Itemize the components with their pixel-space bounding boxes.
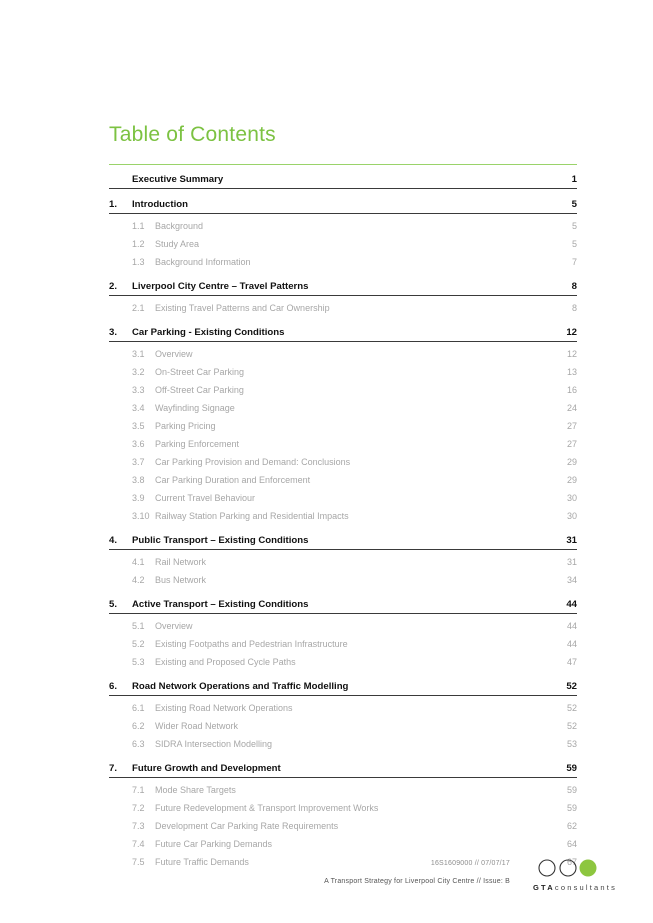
toc-entry-title: Study Area — [155, 239, 200, 249]
toc-entry-number: 4.1 — [132, 557, 145, 567]
toc-entry-number: 1.3 — [132, 257, 145, 267]
toc-entry-title: Wayfinding Signage — [155, 403, 235, 413]
toc-section-row[interactable] — [109, 671, 577, 696]
toc-entry-number: 3.6 — [132, 439, 145, 449]
toc-entry-page: 5 — [571, 221, 577, 231]
toc-entry-title: Public Transport – Existing Conditions — [132, 535, 309, 546]
toc-entry-number: 6. — [109, 681, 118, 692]
toc-entry-title: Rail Network — [155, 557, 207, 567]
toc-entry-title: Car Parking Provision and Demand: Conclusions — [155, 457, 351, 467]
toc-entry-page: 29 — [566, 457, 577, 467]
toc-entry-title: Existing Travel Patterns and Car Ownership — [155, 303, 330, 313]
toc-entry-page: 27 — [566, 439, 577, 449]
logo-wordmark-bold: GTA — [533, 883, 555, 892]
toc-entry-title: Existing Road Network Operations — [155, 703, 293, 713]
toc-subsection-row[interactable] — [109, 635, 577, 653]
toc-entry-title: Future Growth and Development — [132, 763, 281, 774]
toc-entry-number: 4.2 — [132, 575, 145, 585]
toc-subsection-row[interactable] — [109, 553, 577, 571]
toc-entry-title: Future Redevelopment & Transport Improvement Works — [155, 803, 379, 813]
toc-entry-number: 6.1 — [132, 703, 145, 713]
toc-entry-page: 52 — [566, 681, 577, 692]
toc-entry-title: Existing and Proposed Cycle Paths — [155, 657, 296, 667]
toc-entry-page: 52 — [566, 721, 577, 731]
toc-entry-page: 52 — [566, 703, 577, 713]
toc-entry-number: 1.1 — [132, 221, 145, 231]
toc-entry-number: 5.3 — [132, 657, 145, 667]
toc-entry-number: 5.1 — [132, 621, 145, 631]
toc-entry-page: 44 — [566, 639, 577, 649]
toc-entry-title: Off-Street Car Parking — [155, 385, 244, 395]
toc-entry-number: 3.8 — [132, 475, 145, 485]
toc-subsection-row[interactable] — [109, 417, 577, 435]
toc-entry-title: Introduction — [132, 199, 188, 210]
toc-entry-page: 12 — [566, 349, 577, 359]
toc-subsection-row[interactable] — [109, 399, 577, 417]
toc-entry-title: Parking Pricing — [155, 421, 216, 431]
toc-subsection-row[interactable] — [109, 717, 577, 735]
toc-entry-title: Background Information — [155, 257, 251, 267]
toc-subsection-row[interactable] — [109, 835, 577, 853]
toc-entry-number: 1.2 — [132, 239, 145, 249]
toc-subsection-row[interactable] — [109, 781, 577, 799]
toc-entry-page: 7 — [571, 257, 577, 267]
logo-wordmark — [533, 883, 617, 892]
toc-entry-title: Road Network Operations and Traffic Modelling — [132, 681, 349, 692]
toc-section-row[interactable] — [109, 167, 577, 189]
toc-entry-number: 2.1 — [132, 303, 145, 313]
toc-entry-title: Wider Road Network — [155, 721, 239, 731]
toc-entry-title: Current Travel Behaviour — [155, 493, 256, 503]
toc-section-row[interactable] — [109, 271, 577, 296]
toc-entry-page: 16 — [566, 385, 577, 395]
toc-entry-title: Future Car Parking Demands — [155, 839, 273, 849]
toc-entry-page: 8 — [571, 303, 577, 313]
toc-entry-number: 3.7 — [132, 457, 145, 467]
toc-entry-title: Car Parking Duration and Enforcement — [155, 475, 311, 485]
toc-subsection-row[interactable] — [109, 235, 577, 253]
toc-entry-title: Overview — [155, 349, 193, 359]
toc-entry-title: On-Street Car Parking — [155, 367, 245, 377]
toc-entry-page: 30 — [566, 493, 577, 503]
toc-entry-number: 3.4 — [132, 403, 145, 413]
toc-subsection-row[interactable] — [109, 489, 577, 507]
toc-subsection-row[interactable] — [109, 217, 577, 235]
toc-entry-number: 5.2 — [132, 639, 145, 649]
toc-entry-title: Car Parking - Existing Conditions — [132, 327, 285, 338]
toc-subsection-row[interactable] — [109, 507, 577, 525]
toc-entry-number: 7.5 — [132, 857, 145, 867]
toc-entry-page: 27 — [566, 421, 577, 431]
toc-entry-page: 13 — [566, 367, 577, 377]
toc-entry-page: 24 — [566, 403, 577, 413]
toc-entry-number: 1. — [109, 199, 118, 210]
toc-subsection-row[interactable] — [109, 345, 577, 363]
logo-wordmark-rest: consultants — [554, 883, 618, 892]
toc-entry-page: 59 — [566, 785, 577, 795]
toc-entry-page: 59 — [566, 763, 577, 774]
toc-entry-title: Active Transport – Existing Conditions — [132, 599, 309, 610]
toc-entry-page: 5 — [571, 239, 577, 249]
toc-entry-number: 3.5 — [132, 421, 145, 431]
toc-subsection-row[interactable] — [109, 653, 577, 671]
toc-entry-title: Development Car Parking Rate Requirements — [155, 821, 339, 831]
toc-entry-page: 34 — [566, 575, 577, 585]
toc-subsection-row[interactable] — [109, 381, 577, 399]
toc-subsection-row[interactable] — [109, 571, 577, 589]
toc-entry-page: 12 — [566, 327, 577, 338]
toc-section-row[interactable] — [109, 589, 577, 614]
toc-entry-page: 29 — [566, 475, 577, 485]
toc-entry-title: Bus Network — [155, 575, 207, 585]
toc-subsection-row[interactable] — [109, 435, 577, 453]
toc-entry-number: 6.2 — [132, 721, 145, 731]
toc-entry-page: 47 — [566, 657, 577, 667]
toc-subsection-row[interactable] — [109, 299, 577, 317]
toc-entry-page: 59 — [566, 803, 577, 813]
toc-subsection-row[interactable] — [109, 253, 577, 271]
toc-entry-number: 7.4 — [132, 839, 145, 849]
footer-document-title: A Transport Strategy for Liverpool City Centre // Issue: B — [324, 878, 510, 885]
toc-entry-number: 3.1 — [132, 349, 145, 359]
toc-subsection-row[interactable] — [109, 735, 577, 753]
toc-entry-page: 5 — [571, 199, 577, 210]
toc-subsection-row[interactable] — [109, 471, 577, 489]
toc-entry-number: 3.10 — [132, 511, 150, 521]
toc-entry-title: Executive Summary — [132, 174, 224, 185]
toc-entry-number: 3.3 — [132, 385, 145, 395]
toc-entry-title: SIDRA Intersection Modelling — [155, 739, 273, 749]
toc-subsection-row[interactable] — [109, 363, 577, 381]
toc-entry-number: 3.9 — [132, 493, 145, 503]
toc-entry-title: Parking Enforcement — [155, 439, 240, 449]
toc-entry-number: 2. — [109, 281, 118, 292]
toc-entry-page: 67 — [566, 857, 577, 867]
toc-subsection-row[interactable] — [109, 699, 577, 717]
toc-section-row[interactable] — [109, 753, 577, 778]
toc-entry-number: 7.1 — [132, 785, 145, 795]
toc-subsection-row[interactable] — [109, 453, 577, 471]
table-of-contents — [109, 167, 577, 871]
toc-entry-number: 4. — [109, 535, 118, 546]
toc-entry-title: Liverpool City Centre – Travel Patterns — [132, 281, 309, 292]
toc-entry-page: 30 — [566, 511, 577, 521]
toc-entry-page: 1 — [571, 174, 577, 185]
toc-subsection-row[interactable] — [109, 799, 577, 817]
toc-entry-number: 7.2 — [132, 803, 145, 813]
toc-section-row[interactable] — [109, 525, 577, 550]
toc-entry-number: 7.3 — [132, 821, 145, 831]
toc-entry-page: 53 — [566, 739, 577, 749]
toc-entry-page: 44 — [566, 599, 577, 610]
page-title: Table of Contents — [109, 123, 276, 146]
toc-entry-page: 8 — [571, 281, 577, 292]
toc-section-row[interactable] — [109, 317, 577, 342]
toc-entry-page: 64 — [566, 839, 577, 849]
toc-section-row[interactable] — [109, 189, 577, 214]
toc-subsection-row[interactable] — [109, 617, 577, 635]
toc-entry-title: Railway Station Parking and Residential Impacts — [155, 511, 349, 521]
title-divider — [109, 164, 577, 165]
toc-entry-number: 7. — [109, 763, 118, 774]
toc-entry-title: Existing Footpaths and Pedestrian Infrastructure — [155, 639, 348, 649]
toc-entry-page: 44 — [566, 621, 577, 631]
toc-entry-number: 3.2 — [132, 367, 145, 377]
toc-entry-page: 31 — [566, 535, 577, 546]
toc-entry-number: 6.3 — [132, 739, 145, 749]
footer-reference: 16S1609000 // 07/07/17 — [430, 860, 510, 867]
toc-entry-title: Background — [155, 221, 204, 231]
toc-entry-number: 3. — [109, 327, 118, 338]
toc-entry-title: Overview — [155, 621, 193, 631]
toc-entry-page: 31 — [566, 557, 577, 567]
toc-entry-title: Mode Share Targets — [155, 785, 236, 795]
toc-entry-page: 62 — [566, 821, 577, 831]
toc-entry-number: 5. — [109, 599, 118, 610]
toc-subsection-row[interactable] — [109, 817, 577, 835]
toc-entry-title: Future Traffic Demands — [155, 857, 249, 867]
